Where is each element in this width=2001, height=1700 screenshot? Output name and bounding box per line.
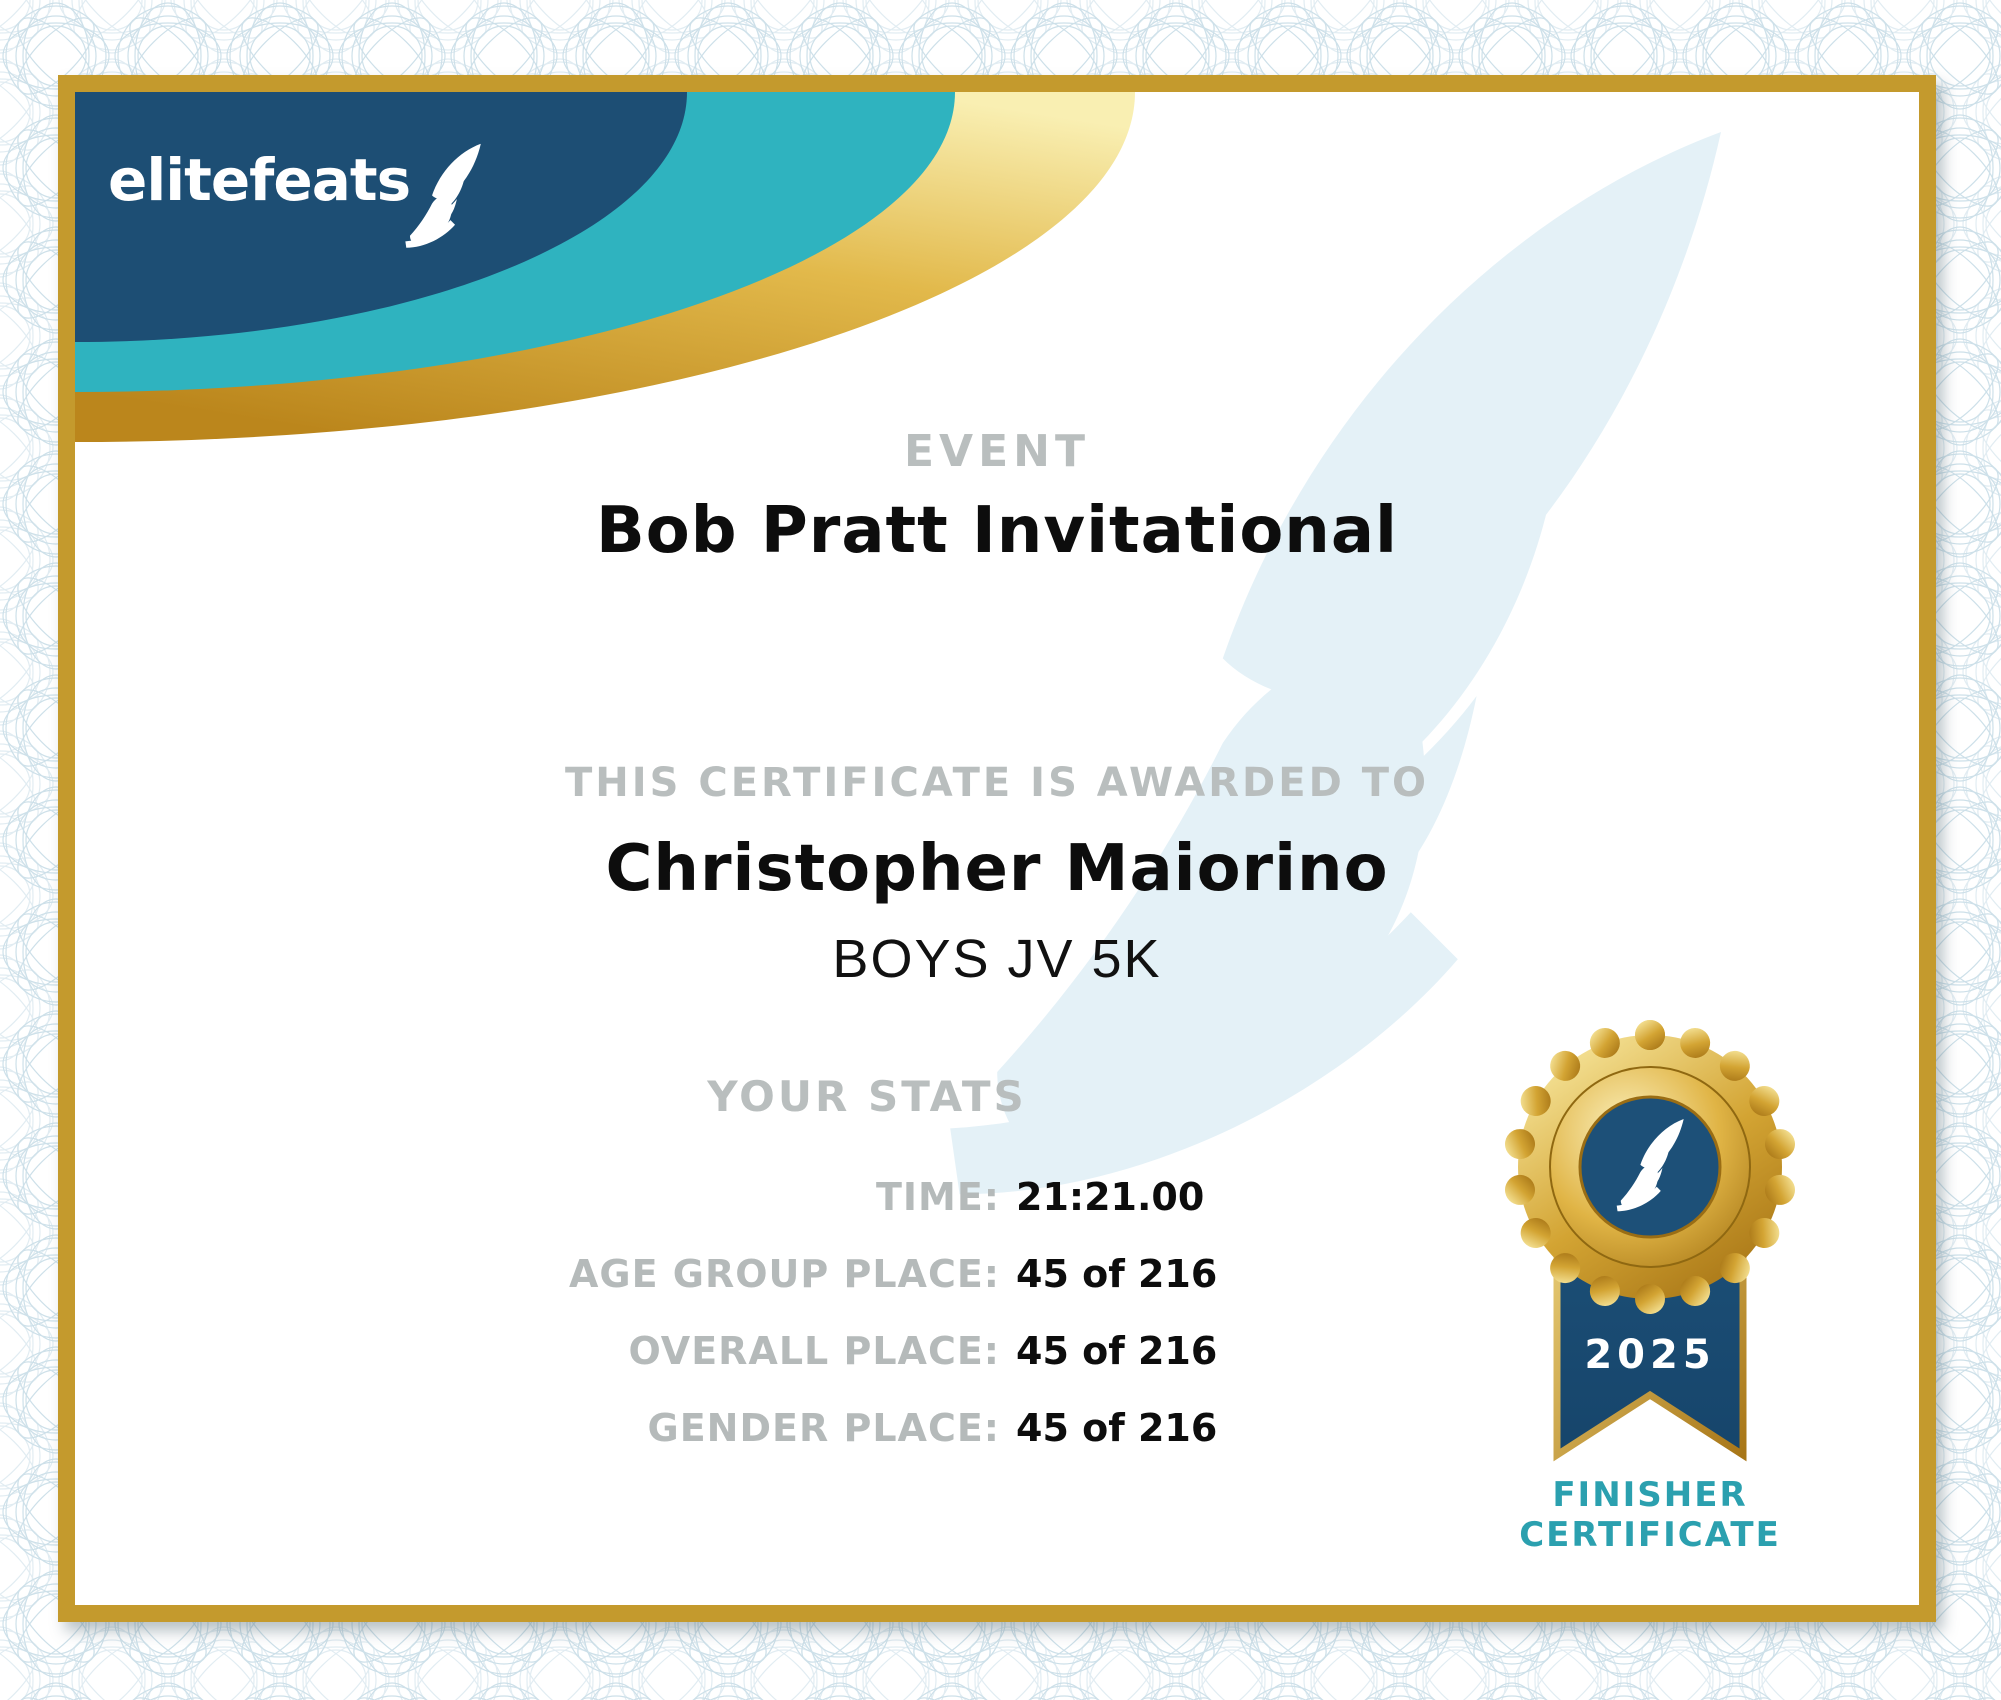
finisher-caption-line1: FINISHER	[1552, 1475, 1748, 1515]
event-label: EVENT	[903, 426, 1090, 477]
stat-value: 45 of 216	[1016, 1405, 1218, 1450]
stat-value: 21:21.00	[1016, 1174, 1205, 1219]
elitefeats-logo	[108, 132, 528, 292]
stat-label: OVERALL PLACE:	[628, 1328, 1000, 1373]
event-title: Bob Pratt Invitational	[596, 494, 1398, 568]
winged-foot-icon	[398, 140, 490, 258]
certificate-frame	[58, 75, 1936, 1622]
certificate-body	[75, 92, 1919, 1605]
finisher-medal	[1470, 1007, 1830, 1477]
recipient-name: Christopher Maiorino	[605, 832, 1389, 906]
medal-year: 2025	[1584, 1332, 1716, 1378]
stat-value: 45 of 216	[1016, 1251, 1218, 1296]
stat-label: GENDER PLACE:	[647, 1405, 1000, 1450]
finisher-caption-line2: CERTIFICATE	[1519, 1515, 1781, 1555]
finisher-caption	[1450, 1475, 1850, 1555]
logo-text: elitefeats	[108, 146, 411, 214]
division-label: BOYS JV 5K	[832, 929, 1162, 989]
stats-heading: YOUR STATS	[707, 1072, 1027, 1121]
stat-label: AGE GROUP PLACE:	[569, 1251, 1000, 1296]
stat-value: 45 of 216	[1016, 1328, 1218, 1373]
awarded-heading: THIS CERTIFICATE IS AWARDED TO	[565, 760, 1429, 806]
stat-label: TIME:	[875, 1174, 1000, 1219]
